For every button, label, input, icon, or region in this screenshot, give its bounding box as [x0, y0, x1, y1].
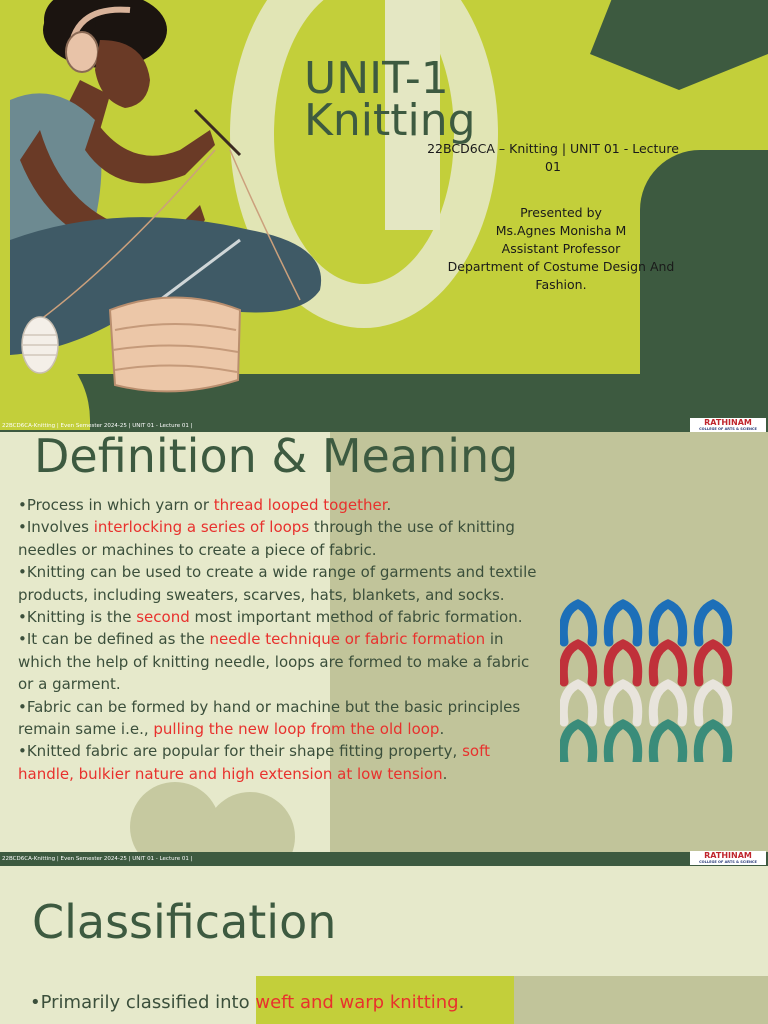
slide-title: Definition & Meaning [34, 432, 519, 483]
knitting-woman-illustration [0, 0, 330, 400]
knit-loop [653, 604, 682, 642]
knit-loop [563, 724, 592, 762]
knit-loop [563, 644, 592, 682]
presenter-name: Ms.Agnes Monisha M [495, 223, 627, 238]
logo-tagline: COLLEGE OF ARTS & SCIENCE [699, 427, 757, 431]
logo-name: RATHINAM [704, 418, 752, 427]
knit-loop [563, 604, 592, 642]
knit-loop [698, 724, 727, 762]
bullet-item: •Process in which yarn or thread looped together. [18, 496, 392, 514]
knit-loop [563, 684, 592, 722]
knit-loop [653, 724, 682, 762]
bullet-item: •Involves interlocking a series of loops through the use of knitting needles or machines to create a piece of fabric. [18, 518, 515, 559]
logo-name: RATHINAM [704, 851, 752, 860]
slide-footer: 22BCD6CA-Knitting | Even Semester 2024-25 | UNIT 01 - Lecture 01 | [2, 856, 193, 862]
presenter-line-1: Presented by [520, 205, 602, 220]
definition-slide [0, 432, 768, 866]
classification-slide [0, 866, 768, 1024]
title-slide [0, 0, 768, 432]
knit-loop [608, 644, 637, 682]
title-line-2: Knitting [304, 95, 476, 146]
bullet-item: •It can be defined as the needle technique or fabric formation in which the help of knitting needle, loops are formed to make a fabric or a garment. [18, 630, 530, 694]
bullet-item: •Fabric can be formed by hand or machine but the basic principles remain same i.e., pulling the new loop from the old loop. [18, 697, 521, 739]
knit-loop [608, 684, 637, 722]
college-logo [690, 418, 766, 432]
knitted-loops-illustration [560, 592, 750, 762]
presenter-role: Assistant Professor [501, 241, 621, 256]
slide-title: Classification [32, 895, 337, 949]
classification-bullet: •Primarily classified into weft and warp knitting. [30, 992, 465, 1013]
course-subtitle: 22BCD6CA – Knitting | UNIT 01 - Lecture 01 [427, 141, 679, 174]
knit-loop [608, 724, 637, 762]
knit-loop [653, 644, 682, 682]
presenter-department: Department of Costume Design And Fashion. [447, 259, 675, 292]
slide-footer: 22BCD6CA-Knitting | Even Semester 2024-25 | UNIT 01 - Lecture 01 | [2, 423, 193, 429]
knit-loop [698, 604, 727, 642]
bullet-item: •Knitting can be used to create a wide range of garments and textile products, including sweaters, scarves, hats, blankets, and socks. [18, 563, 537, 604]
college-logo [690, 851, 766, 865]
slide-title [304, 53, 476, 146]
logo-tagline: COLLEGE OF ARTS & SCIENCE [699, 860, 757, 864]
knit-loop [608, 604, 637, 642]
definition-bullets [18, 494, 538, 785]
presenter-block [436, 204, 686, 294]
bullet-item: •Knitted fabric are popular for their shape fitting property, soft handle, bulkier nature and high extension at low tension. [18, 742, 490, 783]
bullet-item: •Knitting is the second most important method of fabric formation. [18, 608, 523, 627]
knit-loop [653, 684, 682, 722]
knit-loop [698, 644, 727, 682]
knit-loop [698, 684, 727, 722]
title-line-1: UNIT-1 [304, 53, 449, 104]
